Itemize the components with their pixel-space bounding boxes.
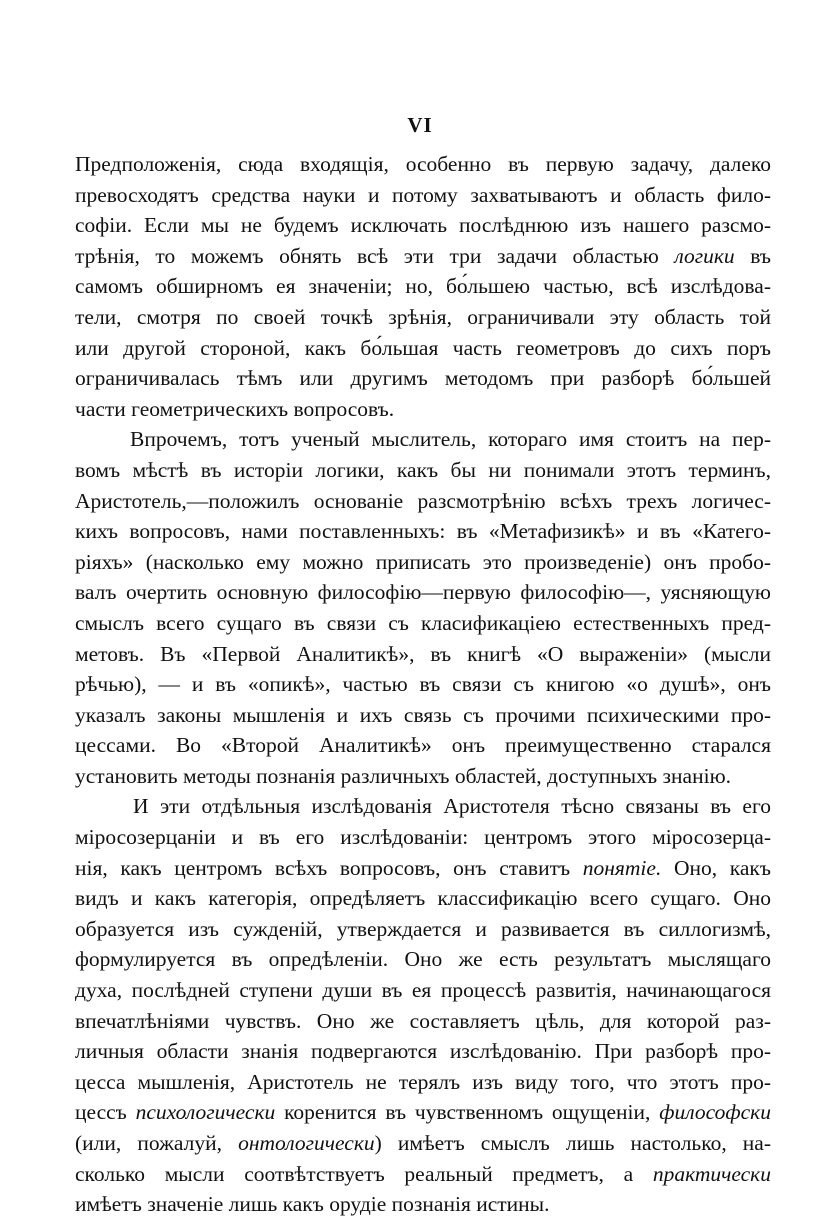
text-segment: впечатлѣніями чувствъ. Оно же составляетъ цѣль, для которой раз- — [75, 1008, 771, 1033]
text-line — [75, 1128, 771, 1159]
text-segment: коренится въ чувственномъ ощущеніи, — [275, 1100, 660, 1125]
text-segment: смыслъ всего сущаго въ связи съ класификаціею естественныхъ пред- — [75, 610, 771, 635]
text-segment: валъ очертить основную философію—первую философію—, уясняющую — [75, 580, 771, 605]
text-line — [75, 363, 771, 394]
text-line — [75, 669, 771, 700]
text-segment: образуется изъ сужденій, утверждается и развивается въ силлогизмѣ, — [75, 916, 771, 941]
italic-term: понятіе. — [582, 855, 662, 880]
text-line — [75, 608, 771, 639]
text-line — [75, 700, 771, 731]
paragraph — [75, 149, 771, 424]
text-line — [75, 180, 771, 211]
text-segment: рѣчью), — и въ «опикѣ», частью въ связи съ книгою «о душѣ», онъ — [75, 672, 771, 697]
text-line — [75, 516, 771, 547]
text-line — [75, 853, 771, 884]
text-segment: сколько мысли соотвѣтствуетъ реальный предметъ, а — [75, 1161, 653, 1186]
text-segment: И эти отдѣльныя изслѣдованія Аристотеля тѣсно связаны въ его — [133, 794, 771, 819]
text-line — [75, 883, 771, 914]
paragraph — [75, 791, 771, 1219]
text-segment: софіи. Если мы не будемъ исключать послѣднюю изъ нашего разсмо- — [75, 213, 771, 238]
text-line — [75, 730, 771, 761]
text-segment: тели, смотря по своей точкѣ зрѣнія, ограничивали эту область той — [75, 304, 771, 329]
text-segment: вомъ мѣстѣ въ исторіи логики, какъ бы ни понимали этотъ терминъ, — [75, 457, 771, 482]
text-segment: установить методы познанія различныхъ областей, доступныхъ знанію. — [75, 763, 732, 788]
page-number: VI — [407, 113, 433, 137]
text-segment: самомъ обширномъ ея значеніи; но, бо́льшею частью, всѣ изслѣдова- — [75, 274, 771, 299]
text-segment: цессами. Во «Второй Аналитикѣ» онъ преимущественно старался — [75, 733, 771, 758]
text-line — [75, 1067, 771, 1098]
text-segment: ) имѣетъ смыслъ лишь настолько, на- — [374, 1131, 771, 1155]
text-segment: метовъ. Въ «Первой Аналитикѣ», въ книгѣ «О выраженіи» (мысли — [75, 641, 771, 666]
text-segment: кихъ вопросовъ, нами поставленныхъ: въ «Метафизикѣ» и въ «Катего- — [75, 519, 771, 544]
text-segment: Предположенія, сюда входящія, особенно въ первую задачу, далеко — [75, 152, 771, 176]
text-segment: міросозерцаніи и въ его изслѣдованіи: центромъ этого міросозерца- — [75, 825, 771, 850]
text-segment: формулируется въ опредѣленіи. Оно же есть результатъ мыслящаго — [75, 947, 771, 972]
paragraph — [75, 424, 771, 791]
text-segment: превосходятъ средства науки и потому захватываютъ и область фило- — [75, 182, 771, 207]
text-segment: Впрочемъ, тотъ ученый мыслитель, котораго имя стоитъ на пер- — [130, 427, 771, 452]
body-text — [75, 149, 771, 1220]
text-segment: духа, послѣдней ступени души въ ея процессѣ развитія, начинающагося — [75, 978, 771, 1003]
text-segment: цессъ — [75, 1100, 136, 1125]
text-segment: Аристотель,—положилъ основаніе разсмотрѣнію всѣхъ трехъ логичес- — [75, 488, 771, 513]
italic-term: практически — [652, 1161, 771, 1186]
text-line — [75, 761, 771, 792]
text-segment: ограничивалась тѣмъ или другимъ методомъ при разборѣ бо́льшей — [75, 366, 771, 391]
text-segment: трѣнія, то можемъ обнять всѣ эти три задачи областью — [75, 243, 675, 268]
text-segment: цесса мышленія, Аристотель не терялъ изъ виду того, что этотъ про- — [75, 1069, 771, 1094]
text-line — [75, 271, 771, 302]
text-segment: нія, какъ центромъ всѣхъ вопросовъ, онъ ставитъ — [75, 855, 583, 880]
italic-term: логики — [674, 243, 735, 268]
text-line — [75, 1036, 771, 1067]
text-segment: указалъ законы мышленія и ихъ связь съ прочими психическими про- — [75, 702, 771, 727]
text-segment: или другой стороной, какъ бо́льшая часть геометровъ до сихъ поръ — [75, 335, 771, 360]
text-line — [75, 577, 771, 608]
text-segment: (или, пожалуй, — [75, 1131, 239, 1155]
text-line — [75, 1097, 771, 1128]
text-line — [75, 486, 771, 517]
text-line — [75, 822, 771, 853]
text-line — [75, 424, 771, 455]
text-line — [75, 1006, 771, 1037]
text-line — [75, 241, 771, 272]
text-segment: личныя области знанія подвергаются изслѣдованію. При разборѣ про- — [75, 1039, 771, 1064]
text-line — [75, 914, 771, 945]
text-line — [75, 639, 771, 670]
text-line — [75, 210, 771, 241]
text-segment: видъ и какъ категорія, опредѣляетъ классификацію всего сущаго. Оно — [75, 886, 771, 911]
text-line — [75, 394, 771, 425]
text-line — [75, 1159, 771, 1190]
text-line — [75, 333, 771, 364]
text-line — [75, 1189, 771, 1220]
text-line — [75, 944, 771, 975]
text-line — [75, 791, 771, 822]
italic-term: онтологически — [238, 1131, 375, 1155]
text-segment: Оно, какъ — [661, 855, 771, 880]
text-line — [75, 975, 771, 1006]
text-line — [75, 455, 771, 486]
text-line — [75, 302, 771, 333]
text-segment: имѣетъ значеніе лишь какъ орудіе познанія истины. — [75, 1192, 550, 1217]
italic-term: философски — [659, 1100, 771, 1125]
italic-term: психологически — [135, 1100, 276, 1125]
text-segment: ріяхъ» (насколько ему можно приписать это произведеніе) онъ пробо- — [75, 549, 771, 574]
text-line — [75, 149, 771, 180]
text-line — [75, 547, 771, 578]
text-segment: части геометрическихъ вопросовъ. — [75, 396, 395, 421]
text-segment: въ — [734, 243, 772, 268]
